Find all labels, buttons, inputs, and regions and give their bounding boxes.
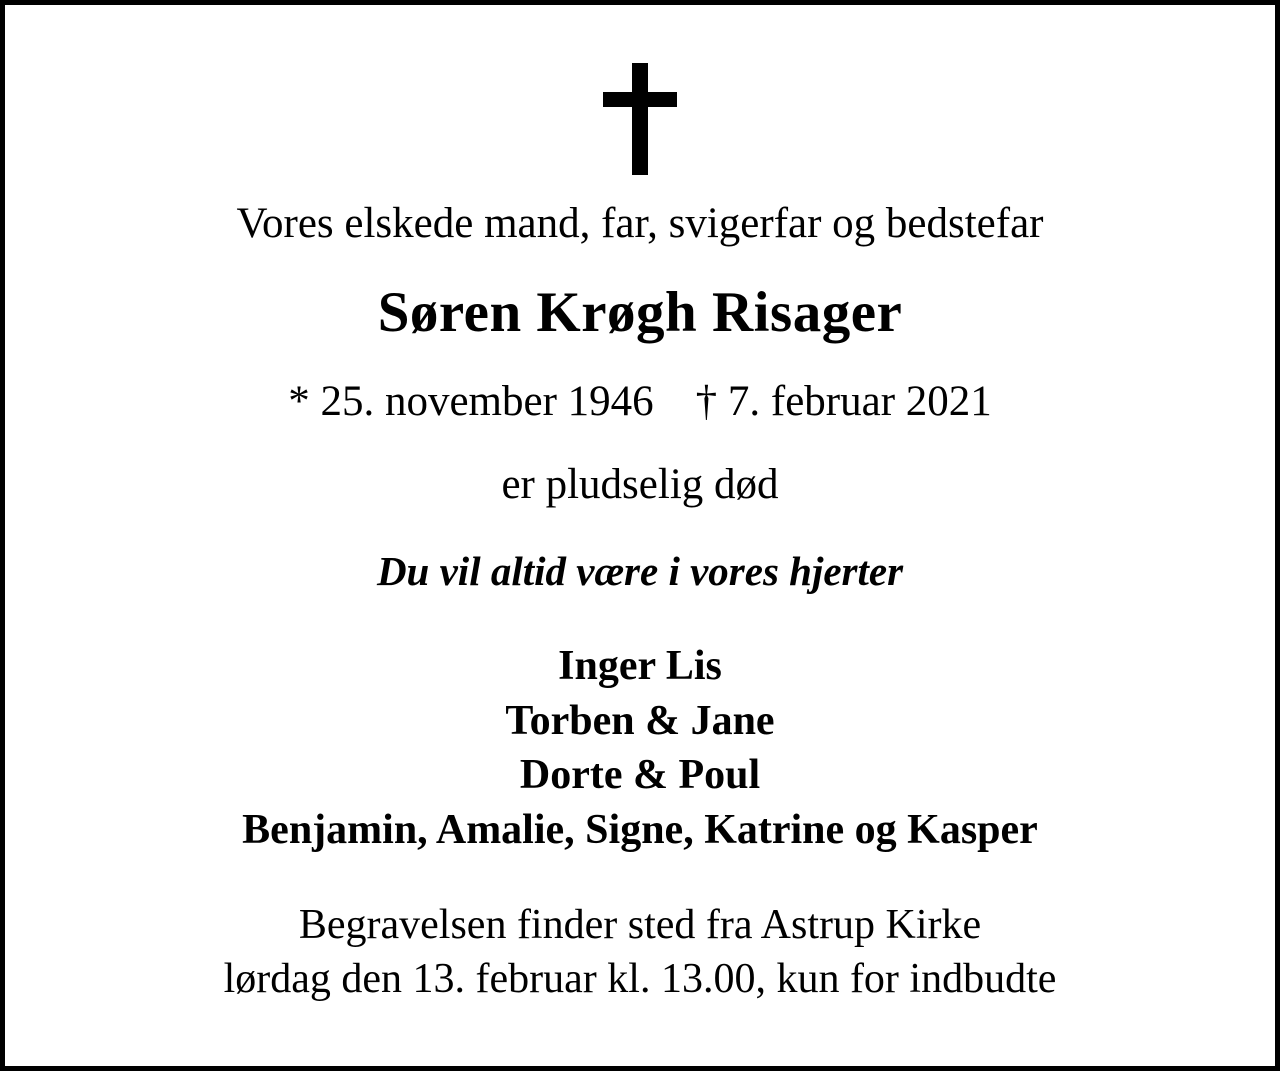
deceased-name: Søren Krøgh Risager [377,281,903,345]
list-item: Inger Lis [558,643,722,690]
list-item: Dorte & Poul [519,752,761,799]
life-dates [45,377,1235,426]
latin-cross-icon [592,63,688,175]
death-date: † 7. februar 2021 [695,378,992,426]
birth-date: * 25. november 1946 [288,378,654,426]
list-item: Benjamin, Amalie, Signe, Katrine og Kasper [242,806,1038,853]
memorial-verse: Du vil altid være i vores hjerter [376,548,904,595]
relation-intro: Vores elskede mand, far, svigerfar og bedstefar [236,200,1044,247]
list-item: Torben & Jane [505,697,775,744]
survivors-list [242,639,1038,857]
funeral-line: lørdag den 13. februar kl. 13.00, kun for indbudte [223,956,1057,1003]
funeral-line: Begravelsen finder sted fra Astrup Kirke [298,901,982,948]
funeral-details [224,898,1057,1007]
cause-of-death: er pludselig død [501,461,779,509]
